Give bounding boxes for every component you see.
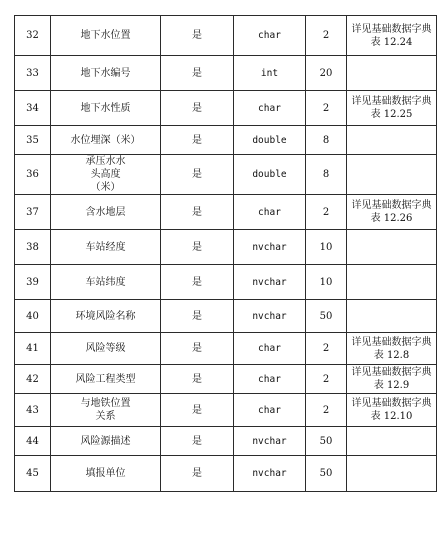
length-text: 2 [322,404,330,416]
data-type-cell [234,155,306,195]
row-number-text: 44 [26,435,39,447]
data-type-text: char [258,102,281,114]
required-cell [161,230,234,265]
length-text: 10 [319,276,333,288]
row-number-text: 39 [26,276,39,288]
data-type-text: double [252,169,287,180]
table-row [15,195,437,230]
row-number-text: 45 [26,468,39,479]
required-cell [161,333,234,365]
data-type-cell [234,427,306,456]
length-text: 50 [319,435,333,447]
required-text: 是 [192,468,202,479]
required-text: 是 [192,134,202,146]
required-text: 是 [192,404,202,416]
note-cell [347,365,437,394]
data-type-text: char [258,30,281,41]
field-name-text: 风险工程类型 [75,373,136,385]
data-type-text: nvchar [252,241,287,253]
row-number-cell [15,126,51,155]
note-cell [347,56,437,91]
required-cell [161,16,234,56]
table-row [15,230,437,265]
required-text: 是 [192,206,202,218]
row-number-cell [15,230,51,265]
note-cell [347,91,437,126]
required-text: 是 [192,102,202,114]
field-name-text: 与地铁位置关系 [80,398,131,422]
length-cell [306,126,347,155]
note-text: 详见基础数据字典表 12.26 [351,200,432,224]
field-name-text: 环境风险名称 [75,310,136,322]
table-row [15,394,437,427]
length-text: 20 [319,67,333,79]
table-row [15,456,437,492]
length-text: 50 [319,310,333,322]
row-number-cell [15,16,51,56]
required-cell [161,456,234,492]
row-number-cell [15,155,51,195]
note-cell [347,333,437,365]
row-number-cell [15,427,51,456]
field-name-cell [51,365,161,394]
row-number-cell [15,56,51,91]
field-name-cell [51,230,161,265]
field-name-cell [51,195,161,230]
note-text: 详见基础数据字典表 12.25 [351,96,432,120]
required-text: 是 [192,30,202,41]
field-name-cell [51,427,161,456]
row-number-cell [15,265,51,300]
data-type-cell [234,300,306,333]
row-number-cell [15,333,51,365]
field-name-text: 车站经度 [85,241,126,253]
data-type-cell [234,333,306,365]
row-number-text: 35 [26,134,39,146]
required-cell [161,394,234,427]
field-name-cell [51,300,161,333]
data-type-text: char [258,343,281,354]
field-name-cell [51,155,161,195]
data-dictionary-table [14,15,437,492]
data-type-cell [234,195,306,230]
field-name-text: 地下水性质 [80,102,131,114]
required-text: 是 [192,169,202,180]
data-type-text: nvchar [252,276,287,288]
row-number-text: 34 [26,102,39,114]
data-type-cell [234,91,306,126]
length-cell [306,230,347,265]
row-number-text: 40 [26,310,39,322]
length-cell [306,195,347,230]
length-cell [306,56,347,91]
data-type-cell [234,230,306,265]
data-type-text: char [258,404,281,416]
table-body [15,16,437,492]
length-cell [306,300,347,333]
field-name-cell [51,16,161,56]
data-type-cell [234,56,306,91]
length-cell [306,333,347,365]
field-name-text: 风险源描述 [80,435,131,447]
required-cell [161,155,234,195]
row-number-cell [15,91,51,126]
length-cell [306,155,347,195]
data-type-cell [234,126,306,155]
length-cell [306,365,347,394]
field-name-text: 承压水水头高度（米） [85,156,126,193]
length-cell [306,427,347,456]
note-text: 详见基础数据字典表 12.9 [351,367,432,391]
row-number-text: 32 [26,30,39,41]
required-cell [161,365,234,394]
length-cell [306,16,347,56]
row-number-text: 37 [26,206,39,218]
length-cell [306,394,347,427]
length-cell [306,265,347,300]
field-name-text: 地下水编号 [80,67,131,79]
field-name-text: 水位埋深（米） [70,134,141,146]
note-cell [347,456,437,492]
required-cell [161,91,234,126]
data-type-text: char [258,373,281,385]
table-row [15,365,437,394]
field-name-cell [51,456,161,492]
data-type-cell [234,16,306,56]
required-text: 是 [192,241,202,253]
note-text: 详见基础数据字典表 12.10 [351,398,432,422]
table-row [15,126,437,155]
data-type-text: nvchar [252,435,287,447]
required-text: 是 [192,343,202,354]
data-type-text: nvchar [252,468,287,479]
field-name-text: 风险等级 [85,343,126,354]
table-row [15,300,437,333]
row-number-cell [15,195,51,230]
row-number-cell [15,394,51,427]
field-name-cell [51,56,161,91]
field-name-text: 车站纬度 [85,276,126,288]
note-cell [347,394,437,427]
required-text: 是 [192,276,202,288]
table-row [15,91,437,126]
note-cell [347,427,437,456]
length-text: 8 [322,169,330,180]
data-type-cell [234,365,306,394]
length-text: 2 [322,102,330,114]
required-text: 是 [192,435,202,447]
length-text: 8 [322,134,330,146]
required-text: 是 [192,67,202,79]
length-cell [306,456,347,492]
data-type-text: char [258,206,281,218]
required-text: 是 [192,310,202,322]
note-text: 详见基础数据字典表 12.24 [351,23,432,48]
required-text: 是 [192,373,202,385]
required-cell [161,56,234,91]
data-type-cell [234,265,306,300]
field-name-cell [51,265,161,300]
length-text: 2 [322,343,330,354]
required-cell [161,427,234,456]
table-row [15,155,437,195]
length-text: 2 [322,373,330,385]
length-text: 50 [319,468,333,479]
table-row [15,16,437,56]
table-row [15,333,437,365]
note-text: 详见基础数据字典表 12.8 [351,336,432,361]
row-number-cell [15,300,51,333]
row-number-text: 43 [26,404,39,416]
length-cell [306,91,347,126]
row-number-text: 41 [26,343,39,354]
required-cell [161,300,234,333]
data-type-cell [234,456,306,492]
length-text: 2 [322,206,330,218]
note-cell [347,126,437,155]
data-type-text: int [260,67,279,79]
row-number-text: 36 [26,169,39,180]
length-text: 2 [322,30,330,41]
row-number-text: 38 [26,241,39,253]
note-cell [347,16,437,56]
field-name-cell [51,126,161,155]
field-name-cell [51,91,161,126]
field-name-cell [51,394,161,427]
note-cell [347,230,437,265]
note-cell [347,195,437,230]
note-cell [347,265,437,300]
data-type-text: double [252,134,287,146]
row-number-cell [15,456,51,492]
note-cell [347,300,437,333]
table-row [15,265,437,300]
row-number-text: 42 [26,373,39,385]
required-cell [161,126,234,155]
length-text: 10 [319,241,333,253]
required-cell [161,265,234,300]
table-row [15,56,437,91]
data-type-text: nvchar [252,310,287,322]
required-cell [161,195,234,230]
field-name-text: 含水地层 [85,206,126,218]
field-name-text: 地下水位置 [80,30,131,41]
field-name-text: 填报单位 [85,468,126,479]
row-number-cell [15,365,51,394]
field-name-cell [51,333,161,365]
note-cell [347,155,437,195]
data-type-cell [234,394,306,427]
row-number-text: 33 [26,67,39,79]
table-row [15,427,437,456]
